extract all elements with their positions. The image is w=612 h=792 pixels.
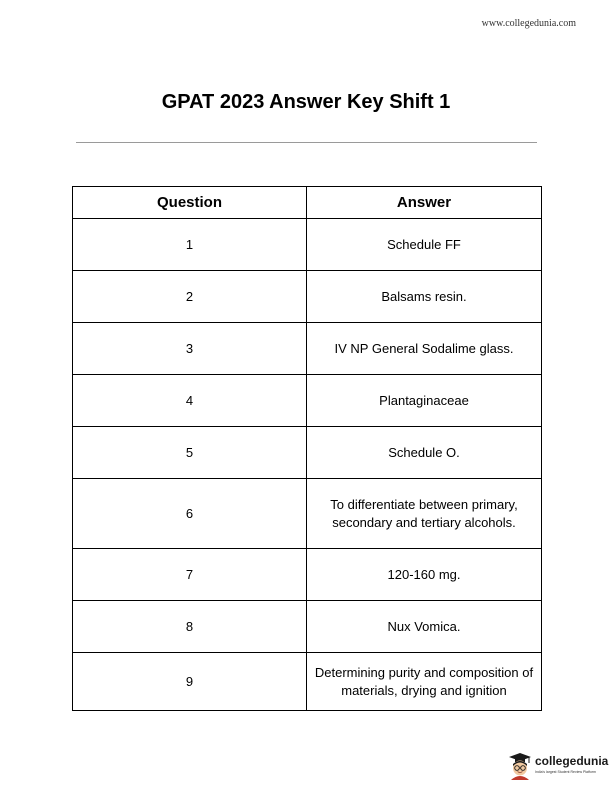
answer-cell: To differentiate between primary, secondary and tertiary alcohols. bbox=[307, 479, 542, 549]
answer-cell: 120-160 mg. bbox=[307, 549, 542, 601]
answer-cell: Balsams resin. bbox=[307, 271, 542, 323]
question-number-cell: 1 bbox=[73, 219, 307, 271]
question-number-cell: 8 bbox=[73, 601, 307, 653]
column-header-question: Question bbox=[73, 187, 307, 219]
table-row bbox=[73, 549, 542, 601]
table-row bbox=[73, 375, 542, 427]
site-url[interactable]: www.collegedunia.com bbox=[481, 18, 576, 29]
question-number-cell: 9 bbox=[73, 653, 307, 711]
page-title: GPAT 2023 Answer Key Shift 1 bbox=[161, 91, 451, 113]
table-row bbox=[73, 271, 542, 323]
table-row bbox=[73, 601, 542, 653]
question-number-cell: 3 bbox=[73, 323, 307, 375]
table-row bbox=[73, 427, 542, 479]
answer-cell: Determining purity and composition of materials, drying and ignition bbox=[307, 653, 542, 711]
answer-cell: IV NP General Sodalime glass. bbox=[307, 323, 542, 375]
table-row bbox=[73, 323, 542, 375]
logo-tagline: India's largest Student Review Platform bbox=[535, 770, 596, 774]
table-row bbox=[73, 479, 542, 549]
answer-cell: Schedule O. bbox=[307, 427, 542, 479]
table-row bbox=[73, 653, 542, 711]
title-divider bbox=[76, 142, 537, 143]
column-header-answer: Answer bbox=[307, 187, 542, 219]
question-number-cell: 7 bbox=[73, 549, 307, 601]
question-number-cell: 6 bbox=[73, 479, 307, 549]
answer-cell: Plantaginaceae bbox=[307, 375, 542, 427]
collegedunia-logo[interactable] bbox=[508, 748, 608, 782]
graduate-avatar-icon bbox=[508, 752, 532, 780]
table-row bbox=[73, 219, 542, 271]
question-number-cell: 2 bbox=[73, 271, 307, 323]
logo-wordmark: collegedunia bbox=[535, 754, 609, 768]
question-number-cell: 4 bbox=[73, 375, 307, 427]
question-number-cell: 5 bbox=[73, 427, 307, 479]
answer-cell: Nux Vomica. bbox=[307, 601, 542, 653]
table-header-row bbox=[73, 187, 542, 219]
answer-cell: Schedule FF bbox=[307, 219, 542, 271]
answer-key-table bbox=[72, 186, 542, 711]
